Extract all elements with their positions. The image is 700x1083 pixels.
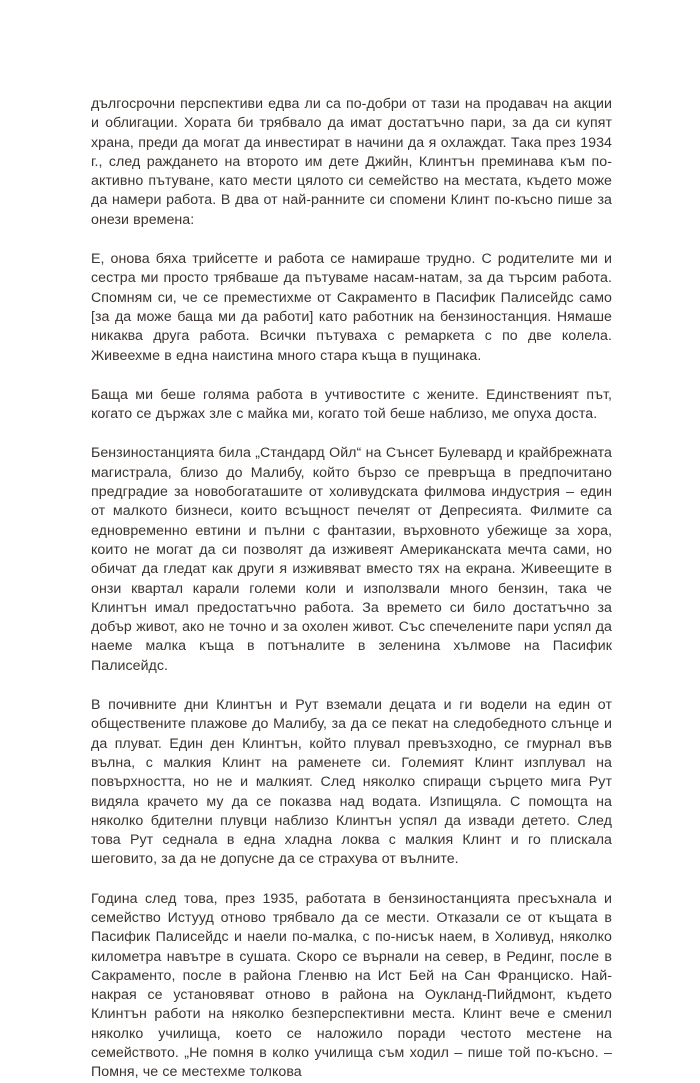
paragraph-1: дългосрочни перспективи едва ли са по-добри от тази на продавач на акции и облигации. Хората би трябвало да имат достатъчно пари, за да си купят храна, преди да могат да инвестират в начини да я охлаждат. Така през 1934 г., след раждането на второто им дете Джийн, Клинтън преминава към по-активно пътуване, като мести цялото си семейство на местата, където може да намери работа. В два от най-ранните си спомени Клинт по-късно пише за онези времена:: [91, 96, 612, 228]
paragraph-6: Година след това, през 1935, работата в бензиностанцията пресъхнала и семейство Истууд отново трябвало да се мести. Отказали се от къщата в Пасифик Палисейдс и наели по-малка, с по-нисък наем, в Холивуд, няколко километра навътре в сушата. Скоро се върнали на север, в Рединг, после в Сакраменто, после в района Гленвю на Ист Бей на Сан Франциско. Най-накрая се установяват отново в района на Оукланд-Пийдмонт, където Клинтън работи на няколко безперспективни места. Клинт вече е сменил няколко училища, което се наложило поради честото местене на семейството. „Не помня в колко училища съм ходил – пише той по-късно. – Помня, че се местехме толкова: [91, 890, 612, 1081]
paragraph-5: В почивните дни Клинтън и Рут вземали децата и ги водели на един от обществените плажове до Малибу, за да се пекат на следобедното слънце и да плуват. Един ден Клинтън, който плувал превъзходно, се гмурнал във вълна, с малкия Клинт на раменете си. Големият Клинт изплувал на повърхността, но не и малкият. След няколко спиращи сърцето мига Рут видяла крачето му да се показва над водата. Изпищяла. С помощта на няколко бдителни плувци наблизо Клинтън успял да извади детето. След това Рут седнала в една хладна локва с малкия Клинт и го плискала шеговито, за да не допусне да се страхува от вълните.: [91, 697, 612, 868]
paragraph-2-quote: Е, онова бяха трийсетте и работа се намираше трудно. С родителите ми и сестра ми просто трябваше да пътуваме насам-натам, за да търсим работа. Спомням си, че се преместихме от Сакраменто в Пасифик Палисейдс само [за да може баща ми да работи] като работник на бензиностанция. Нямаше никаква друга работа. Всички пътуваха с ремаркета с по две колела. Живеехме в една наистина много стара къща в пущинака.: [91, 251, 612, 364]
paragraph-4: Бензиностанцията била „Стандард Ойл“ на Сънсет Булевард и крайбрежната магистрала, близо до Малибу, който бързо се превръща в предпочитано предградие за новобогаташите от холивудската филмова индустрия – един от малкото бизнеси, които всъщност печелят от Депресията. Филмите са едновременно евтини и пълни с фантазии, върховното убежище за хора, които не могат да си позволят да изживеят Американската мечта сами, но обичат да гледат как други я изживяват вместо тях на екрана. Живеещите в онзи квартал карали големи коли и използвали много бензин, така че Клинтън имал предостатъчно работа. За времето си било достатъчно за добър живот, ако не точно и за охолен живот. Със спечелените пари успял да наеме малка къща в потъналите в зеленина хълмове на Пасифик Палисейдс.: [91, 445, 612, 674]
paragraph-3-quote: Баща ми беше голяма работа в учтивостите с жените. Единствeният път, когато се държах зле с майка ми, когато той беше наблизо, ме опуха доста.: [91, 386, 612, 423]
